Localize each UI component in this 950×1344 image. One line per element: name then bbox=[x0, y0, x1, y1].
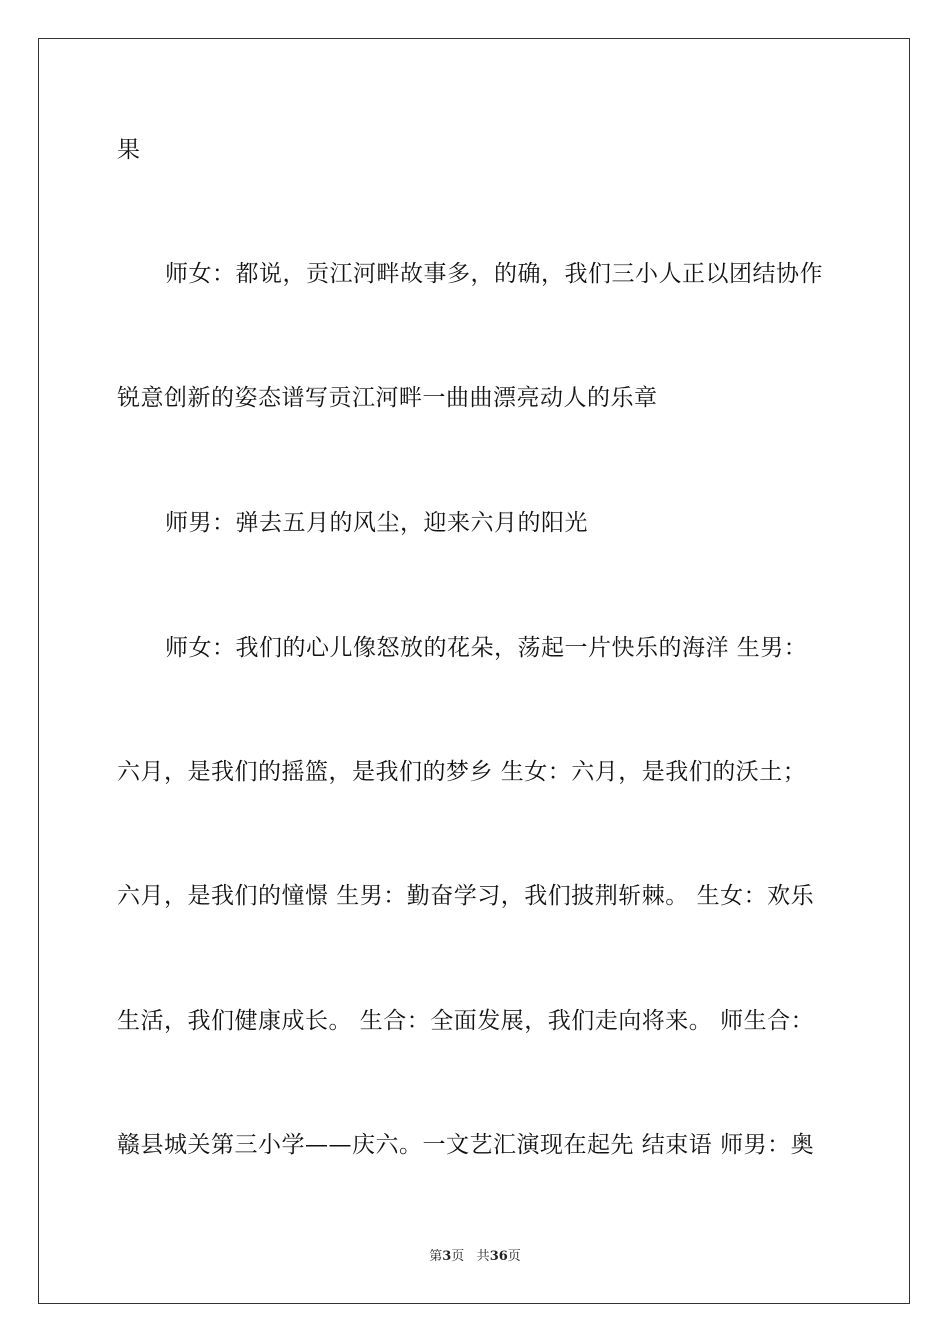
text-line-1: 果 bbox=[117, 137, 141, 163]
text-line-2: 师女：都说，贡江河畔故事多，的确，我们三小人正以团结协作 bbox=[165, 261, 823, 287]
text-line-3: 锐意创新的姿态谱写贡江河畔一曲曲漂亮动人的乐章 bbox=[117, 385, 658, 411]
text-line-9: 赣县城关第三小学——庆六。一文艺汇演现在起先 结束语 师男：奥 bbox=[117, 1132, 815, 1158]
footer-page-number: 3 bbox=[442, 1249, 452, 1264]
text-line-8: 生活，我们健康成长。 生合：全面发展，我们走向将来。 师生合： bbox=[117, 1008, 815, 1034]
text-line-5: 师女：我们的心儿像怒放的花朵，荡起一片快乐的海洋 生男： bbox=[165, 635, 808, 661]
text-line-4: 师男：弹去五月的风尘，迎来六月的阳光 bbox=[165, 510, 588, 536]
footer-total-pages: 36 bbox=[489, 1249, 508, 1264]
footer-page-suffix: 页 bbox=[451, 1249, 465, 1264]
page-frame bbox=[38, 38, 910, 1304]
page-footer bbox=[0, 1245, 950, 1264]
footer-total-prefix: 共 bbox=[476, 1249, 490, 1264]
footer-prefix: 第 bbox=[429, 1249, 443, 1264]
footer-total-suffix: 页 bbox=[507, 1249, 521, 1264]
text-line-7: 六月，是我们的憧憬 生男：勤奋学习，我们披荆斩棘。 生女：欢乐 bbox=[117, 883, 815, 909]
text-line-6: 六月，是我们的摇篮，是我们的梦乡 生女：六月，是我们的沃土； bbox=[117, 759, 807, 785]
